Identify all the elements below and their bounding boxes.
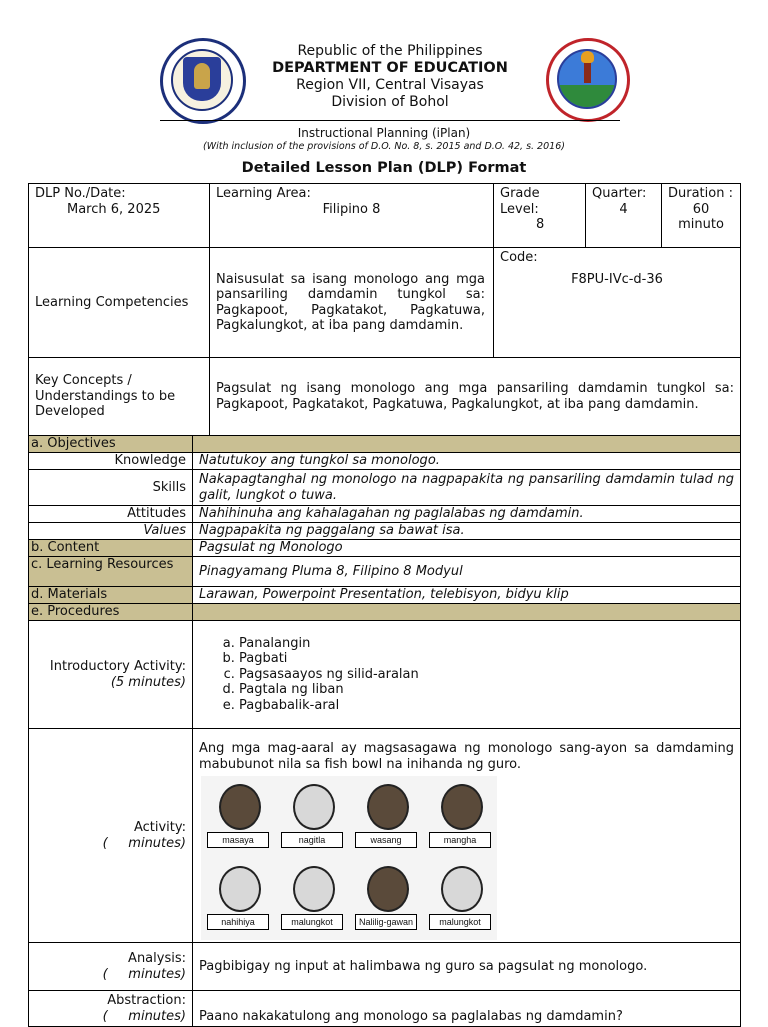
key-concepts-label-cell (29, 358, 210, 436)
emotion-label: malungkot (429, 914, 491, 930)
provisions-line: (With inclusion of the provisions of D.O. No. 8, s. 2015 and D.O. 42, s. 2016) (203, 141, 565, 152)
duration-cell (662, 184, 741, 248)
republic-line: Republic of the Philippines (297, 43, 483, 59)
face-happy-icon (219, 784, 261, 830)
analysis-label: Analysis: (128, 951, 186, 966)
quarter-cell (586, 184, 662, 248)
emotion-label: masaya (207, 832, 269, 848)
dlp-date: March 6, 2025 (67, 201, 161, 217)
content-label: b. Content (29, 540, 193, 557)
learning-area-label: Learning Area: (216, 186, 311, 201)
emotion-card (351, 860, 421, 934)
emotion-card (203, 860, 273, 934)
document-header (0, 0, 768, 180)
face-embarrassed-icon (367, 866, 409, 912)
list-item: c. Pagsasaayos ng silid-aralan (239, 667, 734, 683)
list-item: b. Pagbati (239, 651, 734, 667)
objectives-heading-fill (193, 436, 741, 453)
content-value: Pagsulat ng Monologo (193, 540, 741, 557)
skills-label: Skills (29, 470, 193, 506)
face-amazed-icon (441, 784, 483, 830)
introductory-label: Introductory Activity: (49, 659, 186, 674)
abstraction-minutes: ( minutes) (102, 1008, 186, 1024)
emotion-card (425, 860, 495, 934)
resources-value: Pinagyamang Pluma 8, Filipino 8 Modyul (193, 557, 741, 587)
emotion-card (277, 778, 347, 852)
quarter-value: 4 (619, 201, 628, 217)
activity-minutes: ( minutes) (102, 835, 186, 851)
key-concepts-text-cell (210, 358, 741, 436)
list-item: e. Pagbabalik-aral (239, 698, 734, 714)
dlp-info-table (28, 183, 741, 436)
competencies-text: Naisusulat sa isang monologo ang mga pansariling damdamin tungkol sa: Pagkapoot, Pagkatakot, Pagkatuwa, Pagkalungkot, at iba pang damdamin. (216, 271, 485, 333)
materials-label: d. Materials (29, 587, 193, 604)
emotion-faces-image (201, 776, 497, 940)
key-concepts-text: Pagsulat ng isang monologo ang mga pansariling damdamin tungkol sa: Pagkapoot, Pagkatakot, Pagkatuwa, Pagkalungkot, at iba pang damdamin. (216, 381, 734, 412)
emotion-label: mangha (429, 832, 491, 848)
code-label: Code: (500, 250, 538, 265)
competencies-label: Learning Competencies (35, 294, 189, 310)
activity-text: Ang mga mag-aaral ay magsasagawa ng monologo sang-ayon sa damdaming mabubunot nila sa fish bowl na inihanda ng guro. (199, 741, 734, 772)
objectives-heading: a. Objectives (29, 436, 193, 453)
list-item: d. Pagtala ng liban (239, 682, 734, 698)
emotion-card (425, 778, 495, 852)
list-item: a. Panalangin (239, 636, 734, 652)
procedures-heading: e. Procedures (29, 604, 193, 621)
key-concepts-label: Key Concepts / Understandings to be Developed (35, 373, 176, 420)
emotion-card (351, 778, 421, 852)
competencies-label-cell (29, 248, 210, 358)
knowledge-label: Knowledge (29, 453, 193, 470)
region-line: Region VII, Central Visayas (296, 77, 484, 93)
analysis-text: Pagbibigay ng input at halimbawa ng guro sa pagsulat ng monologo. (193, 943, 741, 991)
department-line: DEPARTMENT OF EDUCATION (272, 60, 508, 76)
duration-label: Duration : (668, 186, 733, 201)
header-divider (160, 120, 620, 121)
abstraction-label: Abstraction: (107, 993, 186, 1008)
analysis-label-cell (29, 943, 193, 991)
face-sad-icon (293, 866, 335, 912)
dlp-lesson-table (28, 435, 741, 1027)
competencies-text-cell (210, 248, 494, 358)
materials-value: Larawan, Powerpoint Presentation, telebisyon, bidyu klip (193, 587, 741, 604)
duration-value: 60 minuto (678, 201, 724, 232)
emotion-label: Nalilig-gawan (355, 914, 417, 930)
emotion-label: wasang (355, 832, 417, 848)
document-title: Detailed Lesson Plan (DLP) Format (241, 160, 527, 176)
division-of-bohol-logo (546, 38, 630, 122)
emotion-label: nahihiya (207, 914, 269, 930)
introductory-label-cell (29, 621, 193, 729)
iplan-line: Instructional Planning (iPlan) (297, 126, 471, 140)
emotion-card (277, 860, 347, 934)
values-text: Nagpapakita ng paggalang sa bawat isa. (193, 523, 741, 540)
face-curly-hair-icon (367, 784, 409, 830)
face-surprised-icon (293, 784, 335, 830)
emotion-label: nagitla (281, 832, 343, 848)
face-crying-icon (441, 866, 483, 912)
emotion-card (203, 778, 273, 852)
procedures-heading-fill (193, 604, 741, 621)
grade-value: 8 (536, 217, 545, 232)
emotion-label: malungkot (281, 914, 343, 930)
abstraction-text: Paano nakakatulong ang monologo sa paglalabas ng damdamin? (193, 991, 741, 1027)
dlp-date-cell (29, 184, 210, 248)
code-value: F8PU-IVc-d-36 (571, 271, 663, 287)
resources-label: c. Learning Resources (29, 557, 193, 587)
face-shy-icon (219, 866, 261, 912)
activity-label: Activity: (133, 820, 186, 835)
introductory-list-cell (193, 621, 741, 729)
activity-content-cell (193, 729, 741, 943)
learning-area-value: Filipino 8 (322, 201, 381, 217)
activity-label-cell (29, 729, 193, 943)
quarter-label: Quarter: (592, 186, 647, 201)
analysis-minutes: ( minutes) (102, 966, 186, 982)
skills-text: Nakapagtanghal ng monologo na nagpapakita ng pansariling damdamin tulad ng galit, lungkot o tuwa. (193, 470, 741, 506)
deped-seal-logo (160, 38, 246, 124)
grade-cell (494, 184, 586, 248)
grade-label: Grade Level: (500, 186, 540, 217)
learning-area-cell (210, 184, 494, 248)
introductory-minutes: (5 minutes) (110, 674, 186, 690)
abstraction-label-cell (29, 991, 193, 1027)
knowledge-text: Natutukoy ang tungkol sa monologo. (193, 453, 741, 470)
division-line: Division of Bohol (331, 94, 449, 110)
dlp-label: DLP No./Date: (35, 186, 126, 201)
values-label: Values (29, 523, 193, 540)
introductory-list (199, 636, 734, 714)
code-cell (494, 248, 741, 358)
attitudes-text: Nahihinuha ang kahalagahan ng paglalabas ng damdamin. (193, 506, 741, 523)
attitudes-label: Attitudes (29, 506, 193, 523)
